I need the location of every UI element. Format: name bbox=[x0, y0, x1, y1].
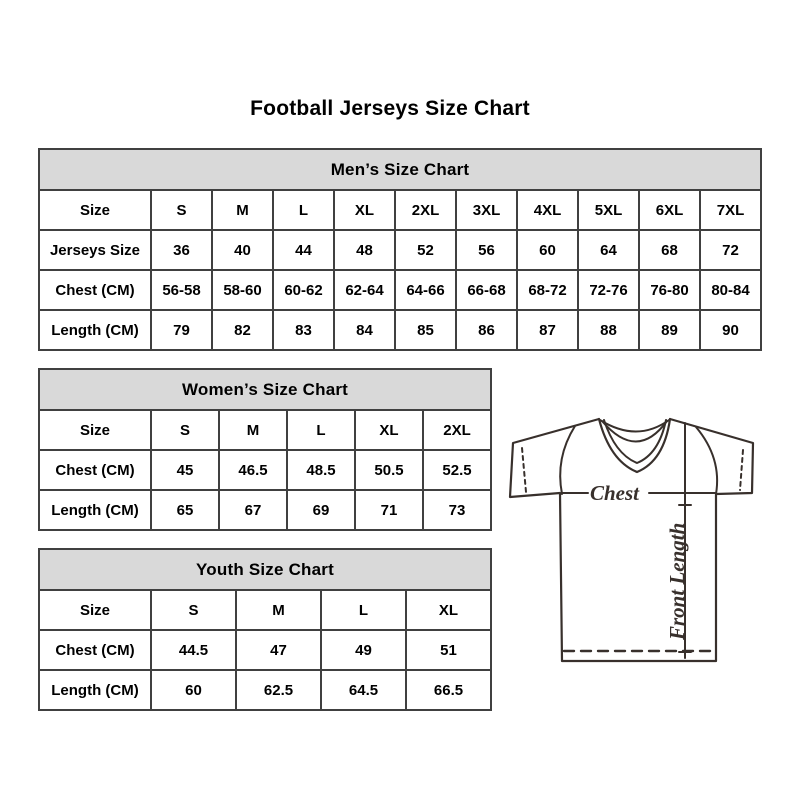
cell: 60 bbox=[517, 230, 578, 270]
table-row bbox=[39, 270, 761, 310]
cell: 50.5 bbox=[355, 450, 423, 490]
row-label: Size bbox=[39, 590, 151, 630]
cell: 51 bbox=[406, 630, 491, 670]
cell: 72-76 bbox=[578, 270, 639, 310]
cell: 72 bbox=[700, 230, 761, 270]
jersey-diagram bbox=[500, 406, 780, 668]
table-row bbox=[39, 450, 491, 490]
cell: 7XL bbox=[700, 190, 761, 230]
cell: 64.5 bbox=[321, 670, 406, 710]
cell: 52.5 bbox=[423, 450, 491, 490]
cell: 64 bbox=[578, 230, 639, 270]
cell: 68-72 bbox=[517, 270, 578, 310]
table-header-row bbox=[39, 149, 761, 190]
cell: 58-60 bbox=[212, 270, 273, 310]
cell: 86 bbox=[456, 310, 517, 350]
chest-label: Chest bbox=[590, 481, 640, 505]
table-row bbox=[39, 230, 761, 270]
cell: 66.5 bbox=[406, 670, 491, 710]
cell: 87 bbox=[517, 310, 578, 350]
front-length-label: Front Length bbox=[665, 522, 689, 640]
cell: 5XL bbox=[578, 190, 639, 230]
cell: L bbox=[273, 190, 334, 230]
cell: 82 bbox=[212, 310, 273, 350]
cell: 4XL bbox=[517, 190, 578, 230]
table-row bbox=[39, 410, 491, 450]
cell: 40 bbox=[212, 230, 273, 270]
cell: 79 bbox=[151, 310, 212, 350]
cell: S bbox=[151, 590, 236, 630]
row-label: Size bbox=[39, 410, 151, 450]
cell: 3XL bbox=[456, 190, 517, 230]
cell: 69 bbox=[287, 490, 355, 530]
cell: 62-64 bbox=[334, 270, 395, 310]
cell: L bbox=[321, 590, 406, 630]
cell: S bbox=[151, 410, 219, 450]
row-label: Length (CM) bbox=[39, 670, 151, 710]
cell: 2XL bbox=[423, 410, 491, 450]
table-row bbox=[39, 310, 761, 350]
womens-size-table bbox=[38, 368, 492, 531]
table-row bbox=[39, 670, 491, 710]
cell: 68 bbox=[639, 230, 700, 270]
cell: XL bbox=[334, 190, 395, 230]
cell: 49 bbox=[321, 630, 406, 670]
table-row bbox=[39, 190, 761, 230]
cell: 48.5 bbox=[287, 450, 355, 490]
row-label: Length (CM) bbox=[39, 310, 151, 350]
cell: 56 bbox=[456, 230, 517, 270]
cell: 56-58 bbox=[151, 270, 212, 310]
cell: M bbox=[236, 590, 321, 630]
left-sleeve-seam-icon bbox=[560, 426, 575, 494]
cell: 44 bbox=[273, 230, 334, 270]
cell: 60-62 bbox=[273, 270, 334, 310]
cell: 36 bbox=[151, 230, 212, 270]
left-cuff-dashed-icon bbox=[522, 448, 526, 492]
cell: 73 bbox=[423, 490, 491, 530]
cell: 2XL bbox=[395, 190, 456, 230]
cell: XL bbox=[406, 590, 491, 630]
cell: 52 bbox=[395, 230, 456, 270]
cell: S bbox=[151, 190, 212, 230]
cell: 76-80 bbox=[639, 270, 700, 310]
row-label: Chest (CM) bbox=[39, 270, 151, 310]
cell: 71 bbox=[355, 490, 423, 530]
cell: 90 bbox=[700, 310, 761, 350]
womens-table-header: Women’s Size Chart bbox=[39, 369, 491, 410]
mens-size-table bbox=[38, 148, 762, 351]
table-header-row bbox=[39, 369, 491, 410]
table-header-row bbox=[39, 549, 491, 590]
table-row bbox=[39, 490, 491, 530]
right-sleeve-seam-icon bbox=[696, 427, 717, 494]
cell: 60 bbox=[151, 670, 236, 710]
cell: 48 bbox=[334, 230, 395, 270]
page-title: Football Jerseys Size Chart bbox=[250, 97, 530, 120]
cell: 45 bbox=[151, 450, 219, 490]
cell: 84 bbox=[334, 310, 395, 350]
cell: 89 bbox=[639, 310, 700, 350]
row-label: Chest (CM) bbox=[39, 450, 151, 490]
cell: 83 bbox=[273, 310, 334, 350]
cell: 88 bbox=[578, 310, 639, 350]
cell: XL bbox=[355, 410, 423, 450]
youth-table-header: Youth Size Chart bbox=[39, 549, 491, 590]
row-label: Chest (CM) bbox=[39, 630, 151, 670]
cell: 67 bbox=[219, 490, 287, 530]
right-cuff-dashed-icon bbox=[740, 450, 743, 490]
cell: 66-68 bbox=[456, 270, 517, 310]
cell: 62.5 bbox=[236, 670, 321, 710]
row-label: Length (CM) bbox=[39, 490, 151, 530]
cell: L bbox=[287, 410, 355, 450]
table-row bbox=[39, 590, 491, 630]
cell: 6XL bbox=[639, 190, 700, 230]
youth-size-table bbox=[38, 548, 492, 711]
mens-table-header: Men’s Size Chart bbox=[39, 149, 761, 190]
jersey-outline-icon bbox=[510, 419, 753, 661]
cell: M bbox=[219, 410, 287, 450]
row-label: Jerseys Size bbox=[39, 230, 151, 270]
table-row bbox=[39, 630, 491, 670]
cell: 65 bbox=[151, 490, 219, 530]
cell: M bbox=[212, 190, 273, 230]
row-label: Size bbox=[39, 190, 151, 230]
cell: 44.5 bbox=[151, 630, 236, 670]
cell: 64-66 bbox=[395, 270, 456, 310]
cell: 47 bbox=[236, 630, 321, 670]
cell: 46.5 bbox=[219, 450, 287, 490]
cell: 80-84 bbox=[700, 270, 761, 310]
cell: 85 bbox=[395, 310, 456, 350]
